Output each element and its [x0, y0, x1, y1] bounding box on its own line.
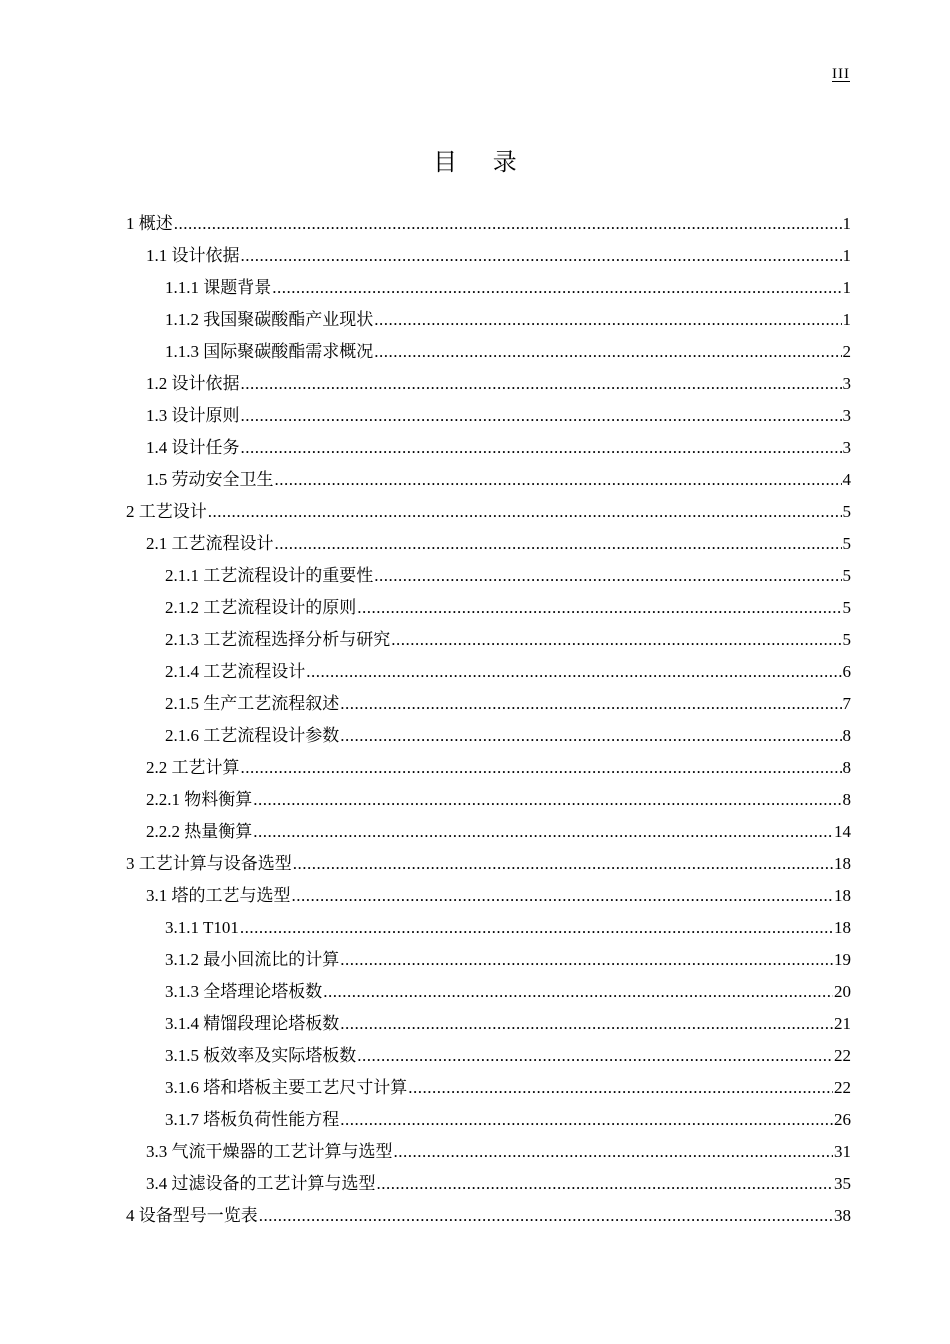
toc-entry[interactable] — [126, 1136, 851, 1168]
toc-entry[interactable] — [126, 1040, 851, 1072]
toc-leader-dots — [374, 304, 841, 336]
toc-entry-label[interactable]: 1.1.2 我国聚碳酸酯产业现状 — [165, 310, 374, 329]
toc-entry-label[interactable]: 1 概述 — [126, 214, 173, 233]
toc-leader-dots — [241, 240, 842, 272]
toc-entry-label[interactable]: 2 工艺设计 — [126, 502, 207, 521]
toc-entry-label[interactable]: 3.3 气流干燥器的工艺计算与选型 — [146, 1142, 393, 1161]
toc-entry[interactable] — [126, 528, 851, 560]
toc-leader-dots — [323, 976, 833, 1008]
toc-entry[interactable] — [126, 624, 851, 656]
toc-entry-page: 5 — [842, 630, 851, 649]
toc-entry-page: 3 — [842, 406, 851, 425]
toc-entry-page: 31 — [834, 1142, 851, 1161]
toc-leader-dots — [340, 944, 833, 976]
toc-entry[interactable] — [126, 1104, 851, 1136]
toc-entry[interactable] — [126, 720, 851, 752]
toc-leader-dots — [253, 816, 833, 848]
toc-entry-label[interactable]: 1.4 设计任务 — [146, 438, 240, 457]
toc-entry-label[interactable]: 3.1.7 塔板负荷性能方程 — [165, 1110, 340, 1129]
toc-entry-label[interactable]: 2.2.2 热量衡算 — [146, 822, 253, 841]
toc-entry[interactable] — [126, 368, 851, 400]
toc-entry[interactable] — [126, 1008, 851, 1040]
toc-entry-label[interactable]: 3.1.2 最小回流比的计算 — [165, 950, 340, 969]
toc-leader-dots — [391, 624, 841, 656]
toc-entry-page: 5 — [842, 534, 851, 553]
toc-entry-label[interactable]: 2.1.1 工艺流程设计的重要性 — [165, 566, 374, 585]
toc-entry-label[interactable]: 2.2 工艺计算 — [146, 758, 240, 777]
toc-entry[interactable] — [126, 432, 851, 464]
toc-leader-dots — [241, 400, 842, 432]
toc-entry-label[interactable]: 3.1.4 精馏段理论塔板数 — [165, 1014, 340, 1033]
toc-leader-dots — [275, 464, 842, 496]
toc-entry[interactable] — [126, 656, 851, 688]
toc-entry[interactable] — [126, 848, 851, 880]
toc-leader-dots — [340, 720, 841, 752]
toc-entry-label[interactable]: 1.1.1 课题背景 — [165, 278, 272, 297]
toc-leader-dots — [241, 752, 842, 784]
toc-entry-label[interactable]: 3.1.3 全塔理论塔板数 — [165, 982, 323, 1001]
toc-leader-dots — [340, 1008, 833, 1040]
toc-entry[interactable] — [126, 464, 851, 496]
toc-entry[interactable] — [126, 688, 851, 720]
toc-leader-dots — [394, 1136, 834, 1168]
toc-entry-page: 1 — [842, 246, 851, 265]
toc-leader-dots — [208, 496, 842, 528]
toc-entry-label[interactable]: 3 工艺计算与设备选型 — [126, 854, 292, 873]
toc-entry-page: 5 — [842, 502, 851, 521]
toc-entry-label[interactable]: 2.1 工艺流程设计 — [146, 534, 274, 553]
toc-entry-page: 1 — [842, 310, 851, 329]
toc-entry-page: 4 — [842, 470, 851, 489]
toc-leader-dots — [377, 1168, 834, 1200]
toc-entry-label[interactable]: 1.5 劳动安全卫生 — [146, 470, 274, 489]
toc-entry-page: 21 — [834, 1014, 851, 1033]
toc-entry[interactable] — [126, 752, 851, 784]
toc-entry[interactable] — [126, 304, 851, 336]
toc-leader-dots — [408, 1072, 833, 1104]
toc-entry-label[interactable]: 3.4 过滤设备的工艺计算与选型 — [146, 1174, 376, 1193]
toc-leader-dots — [240, 912, 833, 944]
table-of-contents — [126, 208, 851, 1232]
toc-entry-page: 14 — [834, 822, 851, 841]
toc-entry[interactable] — [126, 400, 851, 432]
toc-leader-dots — [292, 880, 834, 912]
toc-leader-dots — [174, 208, 842, 240]
toc-entry[interactable] — [126, 1072, 851, 1104]
toc-entry-page: 26 — [834, 1110, 851, 1129]
toc-entry-page: 18 — [834, 918, 851, 937]
toc-entry-page: 20 — [834, 982, 851, 1001]
toc-entry-label[interactable]: 1.2 设计依据 — [146, 374, 240, 393]
toc-entry-label[interactable]: 3.1.6 塔和塔板主要工艺尺寸计算 — [165, 1078, 408, 1097]
toc-entry-label[interactable]: 1.3 设计原则 — [146, 406, 240, 425]
toc-entry-page: 2 — [842, 342, 851, 361]
toc-entry-label[interactable]: 2.1.6 工艺流程设计参数 — [165, 726, 340, 745]
toc-leader-dots — [340, 1104, 833, 1136]
toc-leader-dots — [275, 528, 842, 560]
toc-entry-label[interactable]: 3.1 塔的工艺与选型 — [146, 886, 291, 905]
toc-entry-label[interactable]: 2.2.1 物料衡算 — [146, 790, 253, 809]
toc-entry-label[interactable]: 3.1.5 板效率及实际塔板数 — [165, 1046, 357, 1065]
toc-entry-page: 8 — [842, 726, 851, 745]
toc-leader-dots — [272, 272, 841, 304]
toc-entry[interactable] — [126, 784, 851, 816]
toc-leader-dots — [259, 1200, 833, 1232]
toc-entry-page: 18 — [834, 886, 851, 905]
toc-entry[interactable] — [126, 880, 851, 912]
toc-entry-page: 5 — [842, 566, 851, 585]
toc-leader-dots — [357, 1040, 833, 1072]
toc-entry-label[interactable]: 4 设备型号一览表 — [126, 1206, 258, 1225]
toc-entry[interactable] — [126, 1200, 851, 1232]
toc-leader-dots — [357, 592, 841, 624]
toc-leader-dots — [293, 848, 833, 880]
toc-entry-page: 22 — [834, 1046, 851, 1065]
toc-entry-label[interactable]: 2.1.5 生产工艺流程叙述 — [165, 694, 340, 713]
toc-entry-page: 6 — [842, 662, 851, 681]
toc-entry-page: 7 — [842, 694, 851, 713]
toc-entry-page: 8 — [842, 758, 851, 777]
toc-entry[interactable] — [126, 272, 851, 304]
toc-leader-dots — [306, 656, 841, 688]
toc-entry[interactable] — [126, 208, 851, 240]
toc-entry-page: 22 — [834, 1078, 851, 1097]
toc-entry-label[interactable]: 1.1.3 国际聚碳酸酯需求概况 — [165, 342, 374, 361]
toc-entry-page: 3 — [842, 438, 851, 457]
toc-entry-label[interactable]: 2.1.3 工艺流程选择分析与研究 — [165, 630, 391, 649]
toc-entry-page: 3 — [842, 374, 851, 393]
toc-entry-label[interactable]: 1.1 设计依据 — [146, 246, 240, 265]
toc-leader-dots — [374, 336, 841, 368]
page-number: III — [832, 66, 850, 82]
toc-leader-dots — [340, 688, 841, 720]
toc-entry-label[interactable]: 3.1.1 T101 — [165, 918, 239, 937]
toc-entry-page: 1 — [842, 214, 851, 233]
toc-leader-dots — [241, 432, 842, 464]
toc-entry[interactable] — [126, 560, 851, 592]
toc-entry[interactable] — [126, 976, 851, 1008]
toc-entry-page: 35 — [834, 1174, 851, 1193]
toc-entry[interactable] — [126, 1168, 851, 1200]
toc-entry-page: 38 — [834, 1206, 851, 1225]
toc-entry[interactable] — [126, 912, 851, 944]
toc-entry-page: 18 — [834, 854, 851, 873]
toc-entry[interactable] — [126, 592, 851, 624]
toc-entry-label[interactable]: 2.1.2 工艺流程设计的原则 — [165, 598, 357, 617]
toc-entry-page: 19 — [834, 950, 851, 969]
toc-entry-page: 1 — [842, 278, 851, 297]
toc-entry[interactable] — [126, 944, 851, 976]
toc-entry-label[interactable]: 2.1.4 工艺流程设计 — [165, 662, 306, 681]
toc-entry-page: 5 — [842, 598, 851, 617]
toc-entry-page: 8 — [842, 790, 851, 809]
toc-entry[interactable] — [126, 496, 851, 528]
toc-leader-dots — [241, 368, 842, 400]
toc-leader-dots — [374, 560, 841, 592]
toc-entry[interactable] — [126, 816, 851, 848]
page-title: 目 录 — [433, 148, 531, 176]
toc-entry[interactable] — [126, 336, 851, 368]
toc-entry[interactable] — [126, 240, 851, 272]
toc-leader-dots — [253, 784, 841, 816]
